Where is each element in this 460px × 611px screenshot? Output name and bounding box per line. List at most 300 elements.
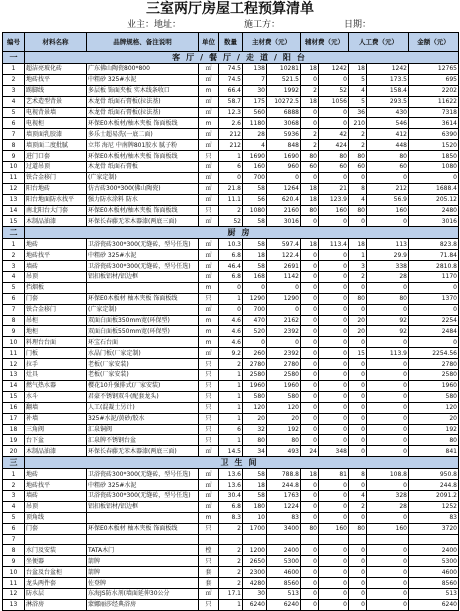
table-row (3, 172, 459, 183)
table-cell: 521.5 (267, 74, 301, 85)
table-row (3, 556, 459, 567)
table-cell: 58 (243, 239, 267, 250)
table-cell: 0 (301, 578, 319, 589)
table-cell: 龙头两件套 (25, 578, 87, 589)
table-cell: 0 (367, 359, 409, 370)
table-cell: 10.3 (219, 239, 243, 250)
table-cell: 10 (3, 162, 25, 173)
table-cell: 1 (219, 402, 243, 413)
table-cell: 20 (349, 315, 367, 326)
table-cell: 9 (3, 326, 25, 337)
table-cell: 2810.8 (409, 261, 459, 272)
table-cell: 10 (3, 567, 25, 578)
table-cell: 7 (3, 304, 25, 315)
table-cell: 环保E0木板材 柚木夹板 饰面板线 (87, 523, 199, 534)
table-cell: 80 (301, 205, 319, 216)
table-cell: 9.2 (219, 348, 243, 359)
table-cell: m (199, 337, 219, 348)
table-cell: 0 (301, 118, 319, 129)
header-aux-price: 辅材费（元） (301, 33, 349, 52)
table-cell (199, 534, 219, 545)
table-cell: 2 (349, 140, 367, 151)
table-cell: 58 (243, 261, 267, 272)
table-cell: 5300 (409, 556, 459, 567)
table-row (3, 380, 459, 391)
table-cell: 160 (319, 523, 349, 534)
table-cell: 80 (301, 523, 319, 534)
table-cell: 环宝石台面 (87, 337, 199, 348)
table-cell: 7 (3, 129, 25, 140)
table-cell: 0 (349, 282, 367, 293)
table-row (3, 599, 459, 610)
table-cell: 0 (367, 304, 409, 315)
table-cell: 113.4 (319, 239, 349, 250)
table-cell: 11 (3, 348, 25, 359)
table-cell: 地柜 (25, 326, 87, 337)
table-cell: 1180 (243, 118, 267, 129)
table-cell: 强力防水涂料 防水 (87, 194, 199, 205)
table-cell: 58 (243, 216, 267, 227)
table-cell: 18 (301, 183, 319, 194)
table-cell: 只 (199, 391, 219, 402)
table-cell: 293.5 (367, 96, 409, 107)
table-cell: ㎡ (199, 272, 219, 283)
table-cell: 0 (301, 359, 319, 370)
table-cell: 123.9 (319, 194, 349, 205)
table-cell: 0 (319, 490, 349, 501)
table-cell: 0 (349, 599, 367, 610)
customer-label: 业主： (126, 20, 154, 30)
table-cell: 0 (349, 545, 367, 556)
table-cell: 6240 (267, 599, 301, 610)
section-header (3, 52, 459, 64)
header-qty: 数量 (219, 33, 243, 52)
table-cell: 0 (301, 272, 319, 283)
table-cell: 20 (243, 413, 267, 424)
table-cell: 门套 (25, 523, 87, 534)
table-cell: 0 (319, 380, 349, 391)
table-cell (367, 534, 409, 545)
table-cell: 430 (367, 107, 409, 118)
table-cell: 铝扣板铝材/铝边框 (87, 501, 199, 512)
table-cell: 841 (409, 446, 459, 457)
table-cell: 0 (319, 261, 349, 272)
table-cell: 5 (349, 96, 367, 107)
table-cell: 0 (349, 216, 367, 227)
date-label: 日期： (344, 20, 372, 30)
table-cell: 墙砖 (25, 490, 87, 501)
table-cell: 0 (319, 74, 349, 85)
table-cell: 192 (409, 424, 459, 435)
table-cell (87, 512, 199, 523)
table-cell: 493 (267, 446, 301, 457)
table-cell: 1 (3, 469, 25, 480)
table-row (3, 74, 459, 85)
table-cell: 1763 (267, 490, 301, 501)
table-cell: 1200 (243, 545, 267, 556)
table-cell: 12 (3, 183, 25, 194)
table-cell: 3016 (409, 216, 459, 227)
table-cell: 3 (3, 261, 25, 272)
table-cell: 蒙娜丽莎经典浴房 (87, 599, 199, 610)
table-cell: 120 (267, 402, 301, 413)
table-cell: 三角阀 (25, 424, 87, 435)
table-cell: 700 (243, 172, 267, 183)
table-row (3, 446, 459, 457)
table-cell: 12 (3, 359, 25, 370)
table-cell: 10272.5 (267, 96, 301, 107)
table-cell: 坐便器 (25, 556, 87, 567)
table-cell: 210 (349, 118, 367, 129)
table-cell: 18 (3, 424, 25, 435)
table-cell: 1960 (409, 380, 459, 391)
table-cell: 20 (409, 413, 459, 424)
table-cell: 0 (319, 578, 349, 589)
table-cell: 0 (301, 501, 319, 512)
table-cell: 木龙骨 纸面石膏板(拉法基) (87, 107, 199, 118)
table-cell: 0 (319, 588, 349, 599)
table-cell: 2580 (243, 370, 267, 381)
table-cell: 2580 (409, 370, 459, 381)
table-cell: ㎡ (199, 172, 219, 183)
table-cell: 13 (3, 194, 25, 205)
table-cell: 0 (319, 359, 349, 370)
table-cell: 212 (367, 183, 409, 194)
table-cell: 328 (367, 490, 409, 501)
table-cell: 老板(厂家安装) (87, 370, 199, 381)
table-cell: 18 (349, 64, 367, 75)
table-cell: 0 (301, 402, 319, 413)
table-cell: 823.8 (409, 239, 459, 250)
table-cell: 6240 (409, 599, 459, 610)
table-cell: 2 (219, 567, 243, 578)
table-cell: ㎡ (199, 239, 219, 250)
table-cell: 546 (367, 118, 409, 129)
table-cell: 0 (301, 293, 319, 304)
table-cell: 1242 (319, 64, 349, 75)
table-cell: 6 (219, 162, 243, 173)
table-cell: 80 (349, 205, 367, 216)
table-cell: 2650 (243, 556, 267, 567)
table-row (3, 337, 459, 348)
header-unit: 单位 (199, 33, 219, 52)
table-cell: 5300 (267, 556, 301, 567)
table-cell: 2 (301, 85, 319, 96)
table-cell: 卫浴瓷砖300*300(无缝砖，型号任选) (87, 490, 199, 501)
table-cell: 2254 (409, 315, 459, 326)
table-cell: ㎡ (199, 304, 219, 315)
table-cell: 80 (349, 293, 367, 304)
table-cell: 水晶门板(厂家定制) (87, 348, 199, 359)
table-row (3, 129, 459, 140)
table-cell: 0 (319, 216, 349, 227)
table-cell: 箭牌 (87, 556, 199, 567)
table-cell: 160 (367, 523, 409, 534)
table-cell: 6240 (243, 599, 267, 610)
table-row (3, 183, 459, 194)
table-cell: 52 (319, 85, 349, 96)
table-cell: 18 (301, 96, 319, 107)
table-cell: 0 (301, 556, 319, 567)
table-cell: 20 (3, 446, 25, 457)
table-cell: 244.8 (267, 480, 301, 491)
table-cell: 环保长春藤无苯木器漆(两底三面) (87, 216, 199, 227)
table-row (3, 402, 459, 413)
table-cell: 10 (3, 337, 25, 348)
table-cell: 12.3 (219, 107, 243, 118)
table-cell: 水斗 (25, 391, 87, 402)
table-cell: 1 (219, 413, 243, 424)
table-cell: ㎡ (199, 501, 219, 512)
section-name: 客厅/餐厅/走道/阳台 (25, 52, 459, 64)
table-cell: 0 (301, 567, 319, 578)
table-cell: 翻墙 (25, 402, 87, 413)
table-cell: m (199, 315, 219, 326)
table-cell: 1264 (267, 183, 301, 194)
table-cell: 4 (3, 501, 25, 512)
budget-table (2, 32, 459, 611)
table-row (3, 578, 459, 589)
table-cell: 158.4 (367, 85, 409, 96)
table-cell: 325#水泥/黄砂/胶水 (87, 413, 199, 424)
table-cell: 0 (409, 282, 459, 293)
table-cell: 过道吊顶 (25, 162, 87, 173)
table-cell: 0 (319, 326, 349, 337)
table-cell: 71.84 (409, 250, 459, 261)
table-cell: 13 (3, 599, 25, 610)
table-row (3, 490, 459, 501)
table-cell: 6.8 (219, 501, 243, 512)
table-cell: 2160 (267, 205, 301, 216)
table-row (3, 391, 459, 402)
table-cell: 只 (199, 380, 219, 391)
table-cell: 1080 (243, 205, 267, 216)
table-cell: 0 (349, 304, 367, 315)
table-row (3, 315, 459, 326)
table-cell: 人工(混凝土另计) (87, 402, 199, 413)
table-cell: 1992 (267, 85, 301, 96)
table-cell: m (199, 118, 219, 129)
table-cell: 地砖找平 (25, 250, 87, 261)
table-cell: 只 (199, 523, 219, 534)
table-cell: (广家定制) (87, 304, 199, 315)
table-cell: ㎡ (199, 250, 219, 261)
table-cell: 墙顶面乳胶漆 (25, 129, 87, 140)
table-cell: 2 (349, 129, 367, 140)
table-cell: 0 (267, 282, 301, 293)
table-cell: 只 (199, 359, 219, 370)
contractor-label: 施工方： (244, 20, 281, 30)
table-cell: 0 (349, 578, 367, 589)
table-cell: 175 (243, 96, 267, 107)
table-cell: 2 (349, 501, 367, 512)
table-cell: 30 (243, 85, 267, 96)
table-cell: 80 (367, 151, 409, 162)
table-cell: 0 (349, 588, 367, 599)
table-cell: 0 (267, 172, 301, 183)
table-cell: 56 (243, 194, 267, 205)
table-cell: 30.4 (219, 490, 243, 501)
table-cell: 60 (301, 162, 319, 173)
table-cell: 700 (243, 304, 267, 315)
table-cell: 进门口套 (25, 151, 87, 162)
table-cell: 0 (301, 370, 319, 381)
table-cell: 广东佛山陶瓷800*800 (87, 64, 199, 75)
table-row (3, 250, 459, 261)
table-cell: 19 (3, 435, 25, 446)
table-cell: 42 (319, 129, 349, 140)
table-cell: 卫浴瓷砖300*300(无缝砖，型号任选) (87, 469, 199, 480)
table-cell: 0 (319, 315, 349, 326)
table-cell: 4600 (409, 567, 459, 578)
table-cell: 2 (219, 523, 243, 534)
table-cell: 56.9 (367, 194, 409, 205)
table-cell: 2 (219, 359, 243, 370)
table-cell: 1960 (267, 380, 301, 391)
table-cell: 2 (3, 480, 25, 491)
table-cell: 168 (243, 272, 267, 283)
table-row (3, 194, 459, 205)
table-cell: 950.8 (409, 469, 459, 480)
table-cell: 0 (367, 172, 409, 183)
table-cell: 汇泉铜阀 (87, 424, 199, 435)
page-title: 三室两厅房屋工程预算清单 (146, 1, 314, 17)
table-cell: 0 (409, 304, 459, 315)
table-cell: 13 (3, 370, 25, 381)
table-cell: ㎡ (199, 183, 219, 194)
table-cell: 0 (367, 435, 409, 446)
table-cell: 0 (319, 567, 349, 578)
table-cell: 0 (367, 424, 409, 435)
table-cell (25, 534, 87, 545)
table-cell: 环保E0木板材/柚木夹板 饰面板线 (87, 205, 199, 216)
table-cell: 1056 (319, 96, 349, 107)
table-cell: 212 (219, 140, 243, 151)
table-cell: 灶具 (25, 370, 87, 381)
table-cell: 0 (301, 380, 319, 391)
table-cell: 樱花10升强排式(厂家安装) (87, 380, 199, 391)
table-cell: 58 (243, 469, 267, 480)
table-cell: 113.9 (367, 348, 409, 359)
table-cell (319, 534, 349, 545)
table-cell: 0 (301, 348, 319, 359)
section-no: 二 (3, 227, 25, 239)
table-cell: 0 (319, 304, 349, 315)
table-cell: ㎡ (199, 469, 219, 480)
table-cell: 水门及安装 (25, 545, 87, 556)
table-cell: 墙砖 (25, 261, 87, 272)
table-cell: 10 (243, 512, 267, 523)
table-cell: 513 (267, 588, 301, 599)
table-cell: 0 (349, 556, 367, 567)
table-cell: 0 (301, 424, 319, 435)
table-row (3, 523, 459, 534)
table-cell: 1960 (243, 380, 267, 391)
table-cell: 12765 (409, 64, 459, 75)
header-row (3, 33, 459, 52)
header-mat-price: 主材费（元） (243, 33, 301, 52)
table-cell: 樘 (199, 545, 219, 556)
table-cell: 52 (219, 216, 243, 227)
table-cell: 0 (301, 315, 319, 326)
table-cell: 2780 (409, 359, 459, 370)
table-cell: 192 (267, 424, 301, 435)
table-cell: 60 (367, 162, 409, 173)
table-cell: 513 (409, 588, 459, 599)
table-cell: 防水层 (25, 588, 87, 599)
table-cell: 4 (349, 490, 367, 501)
table-cell: 29.9 (367, 250, 409, 261)
table-cell: 0 (243, 337, 267, 348)
table-cell: 2.6 (219, 118, 243, 129)
table-cell: 12 (3, 588, 25, 599)
table-cell: 6 (3, 118, 25, 129)
table-cell: 448 (367, 140, 409, 151)
table-cell: 台下盆 (25, 435, 87, 446)
table-cell: 1290 (243, 293, 267, 304)
table-cell: 113 (367, 239, 409, 250)
table-cell: 0 (301, 304, 319, 315)
table-cell (243, 534, 267, 545)
table-row (3, 413, 459, 424)
table-cell: 0 (301, 261, 319, 272)
table-cell: 0 (367, 216, 409, 227)
table-cell: 0 (367, 370, 409, 381)
table-cell: 箭牌 (87, 567, 199, 578)
table-cell: 1 (3, 239, 25, 250)
table-cell: 只 (199, 435, 219, 446)
table-cell: 2 (301, 140, 319, 151)
table-cell: 4600 (267, 567, 301, 578)
table-cell (267, 534, 301, 545)
table-cell: 5 (3, 107, 25, 118)
table-cell: 0 (301, 413, 319, 424)
table-cell: 地砖找平 (25, 480, 87, 491)
table-cell: 0 (319, 556, 349, 567)
table-cell: 9 (3, 151, 25, 162)
table-cell: 君豪不锈钢双斗(配套龙头) (87, 391, 199, 402)
table-cell: 0 (349, 359, 367, 370)
table-cell: 只 (199, 205, 219, 216)
table-cell: 60 (319, 162, 349, 173)
table-cell: 阳台地砖 (25, 183, 87, 194)
table-cell: 多乐士超易洗(一底二面) (87, 129, 199, 140)
table-cell: 0 (349, 480, 367, 491)
table-cell: 960 (267, 162, 301, 173)
table-cell: 0 (301, 588, 319, 599)
table-cell: 14 (3, 205, 25, 216)
table-row (3, 293, 459, 304)
table-cell: 1690 (243, 151, 267, 162)
table-row (3, 64, 459, 75)
table-cell: 21 (319, 183, 349, 194)
table-cell: 9 (3, 556, 25, 567)
table-cell: 11 (3, 578, 25, 589)
table-cell: 138 (243, 64, 267, 75)
table-cell: 18 (301, 194, 319, 205)
table-cell: 0 (301, 282, 319, 293)
table-cell: 0 (319, 348, 349, 359)
table-cell: 墙顶面二度批腻 (25, 140, 87, 151)
table-cell: 3614 (409, 118, 459, 129)
table-cell: 0 (349, 391, 367, 402)
table-row (3, 205, 459, 216)
table-row (3, 326, 459, 337)
table-cell: 520 (243, 326, 267, 337)
table-cell: 铁合金移门 (25, 172, 87, 183)
table-cell: 电视柜 (25, 118, 87, 129)
table-cell: 0 (267, 304, 301, 315)
